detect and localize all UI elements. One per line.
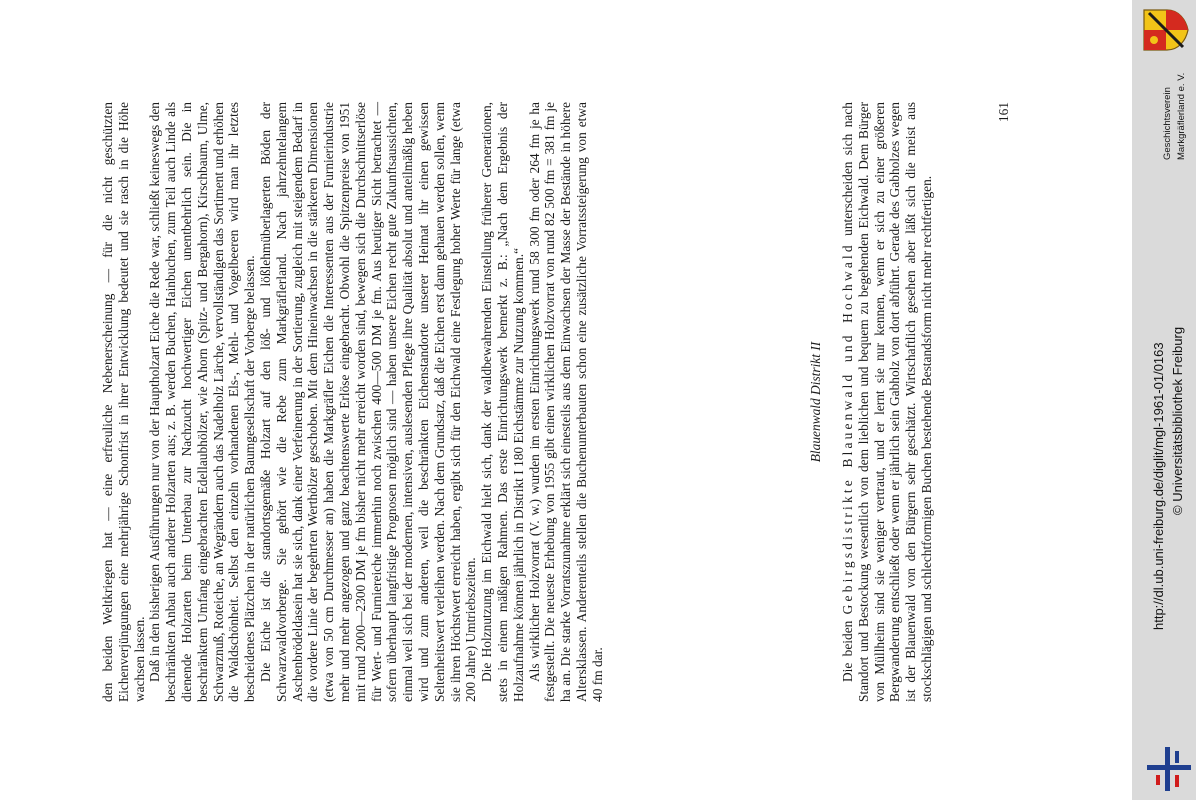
- text-block-eichwald: [100, 102, 606, 702]
- section-heading: Blauenwald Distrikt II: [808, 341, 823, 463]
- society-name-line2: Markgräflerland e. V.: [1176, 72, 1187, 160]
- text-block-blauenwald: [840, 102, 935, 702]
- source-url[interactable]: http://dl.ub.uni-freiburg.de/diglit/mgl-1961-01/0163: [1151, 342, 1166, 630]
- society-name-line1: Geschichtsverein: [1162, 87, 1173, 160]
- spaced-emphasis: Gebirgsdistrikte Blauenwald und Hochwald: [840, 242, 855, 615]
- paragraph: den beiden Weltkriegen hat — eine erfreuliche Nebenerscheinung — für die nicht geschützten Eichenverjüngungen eine mehrjährige Schonfrist in ihrer Entwicklung bedeutet und sie rasch in die Höhe wachsen lassen.: [100, 102, 147, 702]
- paragraph: Die Eiche ist die standortsgemäße Holzart auf den löß- und lößlehmüberlagerten Böden der Schwarzwaldvorberge. Sie gehört wie die Rebe zum Markgräflerland. Nach jahrzehntelangem Aschenbrödeldasein hat sie sich, dank einer Verfeinerung in der Sortierung, zugleich mit steigendem Bedarf in die vordere Linie der begehrten Werthölzer geschoben. Mit dem Hineinwachsen in die stärkeren Dimensionen (etwa von 50 cm Durchmesser an) haben die Markgräfler Eichen die Interessenten aus der Furnierindustrie mehr und mehr angezogen und ganz beachtenswerte Erlöse eingebracht. Obwohl die Spitzenpreise von 1951 mit rund 2000—2300 DM je fm bisher nicht mehr erreicht worden sind, bewegen sich die Durchschnittserlöse für Wert- und Furniereiche immerhin noch zwischen 400—500 DM je fm. Aus heutiger Sicht betrachtet — sofern überhaupt langfristige Prognosen möglich sind — haben unsere Eichen recht gute Zukunftsaussichten, einmal weil sich bei der modernen, intensiven, auslesenden Pflege ihre Qualität absolut und anteilmäßig heben wird und zum anderen, weil die beschränkten Eichenstandorte unserer Heimat ihr einen gewissen Seltenheitswert verleihen werden. Nach dem Grundsatz, daß die Eichen erst dann gehauen werden sollen, wenn sie ihren Höchstwert erreicht haben, ergibt sich für den Eichwald eine Festlegung hoher Werte für lange (etwa 200 Jahre) Umtriebszeiten.: [257, 102, 479, 702]
- page-number: 161: [996, 102, 1011, 123]
- coat-of-arms-icon: [1141, 7, 1191, 53]
- copyright-notice: © Universitätsbibliothek Freiburg: [1170, 326, 1185, 515]
- paragraph: Als wirklicher Holzvorrat (V. w.) wurden im ersten Einrichtungswerk rund 58 300 fm oder 264 fm je ha festgestellt. Die neueste Erhebung von 1955 gibt einen wirklichen Holzvorrat von rund 82 500 fm = 381 fm je ha an. Die starke Vorratszunahme erklärt sich einesteils aus dem Einwachsen der Masse der Bestände in höhere Altersklassen. Anderenteils stellen die Buchenunterbauten schon eine zusätzliche Vorratssteigerung von etwa 40 fm dar.: [526, 102, 605, 702]
- paragraph: [840, 102, 935, 702]
- paragraph: Die Holznutzung im Eichwald hielt sich, dank der waldbewahrenden Einstellung früherer Generationen, stets in einem mäßigen Rahmen. Das erste Einrichtungswerk bemerkt z. B.: „Nach dem Ergebnis der Holzaufnahme können jährlich in Distrikt I 180 Eichstämme zur Nutzung kommen.“: [479, 102, 526, 702]
- paragraph-rest: unterscheiden sich nach Standort und Bestockung wesentlich von dem lieblichen und bequem zu begehenden Eichwald. Dem Bürger von Müllheim sind sie weniger vertraut, und er lernt sie nur kennen, wenn er sich zu einer größeren Bergwanderung entschließt oder wenn er jährlich sein Gabholz von dort abführt. Gerade des Gabholzes wegen ist der Blauenwald von den Bürgern sehr geschätzt. Wirtschaftlich gesehen aber läßt sich die meist aus stockschlägigen und schlechtformigen Buchen bestehende Bestandsform nicht mehr rechtfertigen.: [840, 102, 934, 702]
- paragraph: Daß in den bisherigen Ausführungen nur von der Hauptholzart Eiche die Rede war, schließt keineswegs den beschränkten Anbau auch anderer Holzarten aus; z. B. werden Buchen, Hainbuchen, zum Teil auch Linde als dienende Holzarten beim Unterbau zur Nachzucht hochwertiger Eichen unentbehrlich sein. Die in beschränktem Umfang eingebrachten Edellaubhölzer, wie Ahorn (Spitz- und Bergahorn), Kirschbaum, Ulme, Schwarznuß, Roteiche, an Wegrändern auch das Nadelholz Lärche, vervollständigen das Sortiment und erhöhen die Waldschönheit. Selbst den einzeln vorhandenen Els-, Mehl- und Vogelbeeren wird man ihr letztes bescheidenes Plätzchen in der natürlichen Baumgesellschaft der Vorberge belassen.: [147, 102, 258, 702]
- university-library-logo-icon: [1147, 747, 1191, 791]
- book-page: [100, 102, 1020, 702]
- paragraph-lead: Die beiden: [840, 620, 855, 682]
